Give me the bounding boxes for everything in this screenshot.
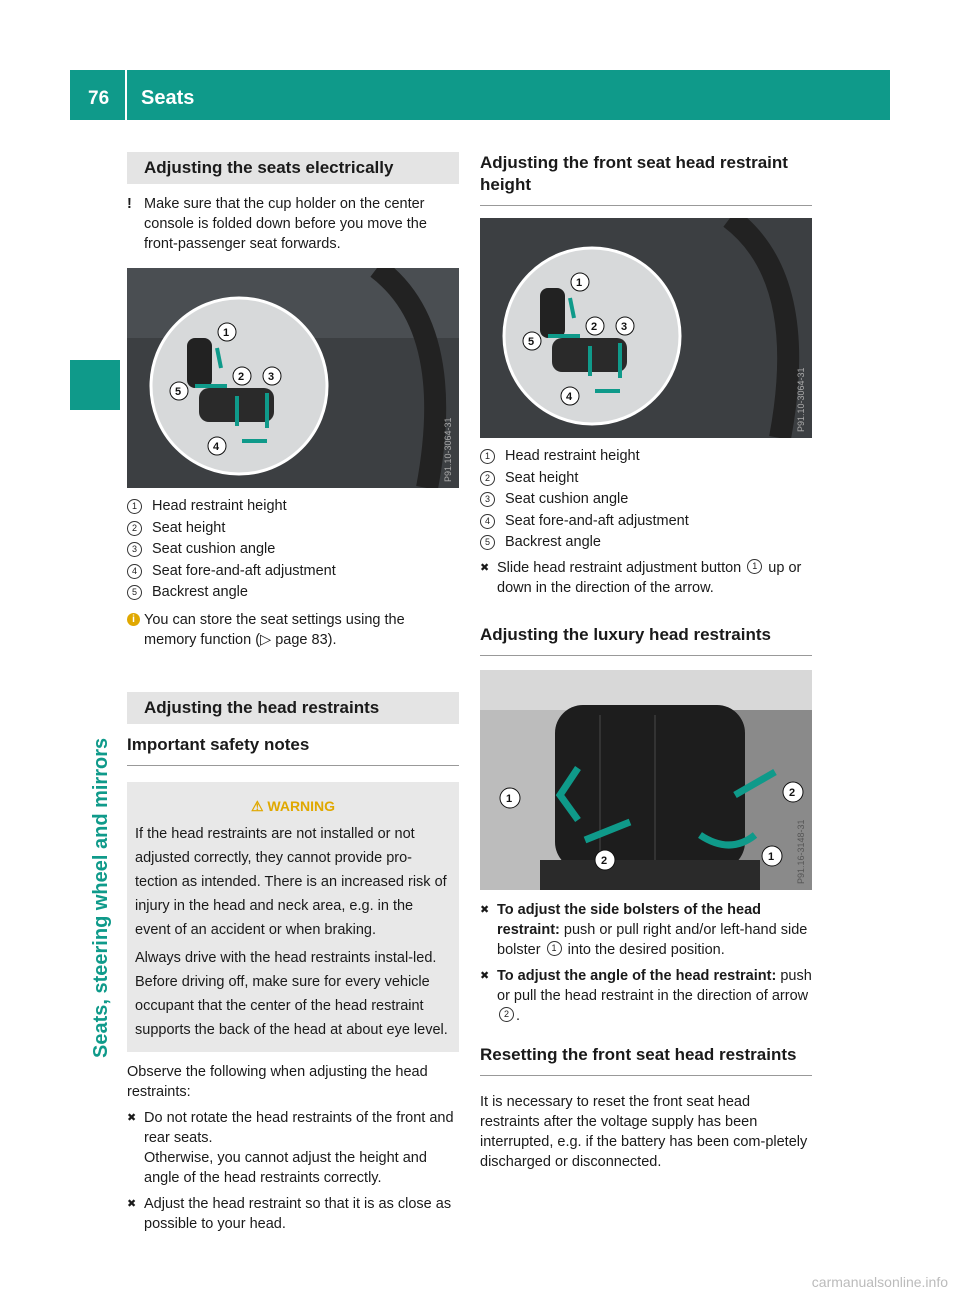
photo-code: P91.10-3064-31 [796,367,806,432]
section-title-head-height: Adjusting the front seat head restraint height [480,152,812,206]
warning-paragraph: Always drive with the head restraints instal-led. Before driving off, make sure for every vehicle occupant that the center of the head restraint supports the back of the head at about eye level. [135,950,448,1038]
svg-text:1: 1 [576,277,583,289]
svg-text:2: 2 [601,855,608,867]
warning-box [127,782,459,1052]
head-legend [480,446,812,552]
bullet-arrow-icon: ✖ [480,904,490,916]
legend-item: 2 Seat height [480,468,812,488]
svg-text:2: 2 [789,787,796,799]
head-height-photo [480,218,812,438]
svg-text:5: 5 [175,386,182,398]
legend-item: 5 Backrest angle [127,582,459,602]
svg-text:2: 2 [238,371,245,383]
bullet-arrow-icon: ✖ [127,1112,137,1124]
legend-item: 4 Seat fore-and-aft adjustment [480,511,812,531]
info-note [127,610,459,650]
info-icon: i [127,613,140,626]
side-tab-label: Seats, steering wheel and mirrors [90,737,112,1058]
svg-text:1: 1 [223,327,230,339]
svg-text:5: 5 [528,336,535,348]
watermark: carmanualsonline.info [811,1274,948,1290]
warning-icon: ⚠ [250,798,268,814]
bullet-arrow-icon: ✖ [127,1198,137,1210]
luxury-head-illustration [480,670,812,890]
section-title-seats-electric: Adjusting the seats electrically [127,152,459,184]
bullet-arrow-icon: ✖ [480,562,490,574]
legend-item: 5 Backrest angle [480,532,812,552]
observe-text: Observe the following when adjusting the head restraints: [127,1064,428,1100]
right-column [480,152,812,1172]
info-text: You can store the seat settings using the memory function (▷ page 83). [144,612,405,648]
svg-text:3: 3 [621,321,628,333]
photo-code: P91.16-3148-31 [796,819,806,884]
header-title: Seats [141,87,195,109]
svg-text:4: 4 [566,391,573,403]
notice [127,194,459,254]
warning-title: ⚠ WARNING [250,798,336,814]
section-title-luxury: Adjusting the luxury head restraints [480,624,812,656]
section-title-head-restraints: Adjusting the head restraints [127,692,459,724]
legend-item: 3 Seat cushion angle [480,489,812,509]
side-tab-block [70,360,120,410]
bullet-item: ✖ To adjust the side bolsters of the head restraint: push or pull right and/or left-hand side bolster 1 into the desired position. [480,902,808,958]
bullet-item: ✖ To adjust the angle of the head restraint: push or pull the head restraint in the direction of arrow 2 . [480,968,812,1024]
legend-item: 2 Seat height [127,518,459,538]
svg-text:3: 3 [268,371,275,383]
legend-item: 1 Head restraint height [127,496,459,516]
bullet-item: ✖ Slide head restraint adjustment button 1 up or down in the direction of the arrow. [480,560,802,596]
head-height-illustration [480,218,812,438]
legend-item: 4 Seat fore-and-aft adjustment [127,561,459,581]
photo-code: P91.10-3064-31 [443,417,453,482]
header-divider [125,70,127,120]
notice-text: Make sure that the cup holder on the center console is folded down before you move the front-passenger seat forwards. [144,196,427,252]
page-number: 76 [88,88,110,109]
subsection-title-safety: Important safety notes [127,734,459,766]
svg-text:4: 4 [213,441,220,453]
svg-text:1: 1 [506,793,513,805]
legend-item: 1 Head restraint height [480,446,812,466]
notice-icon: ! [127,196,132,212]
svg-text:1: 1 [768,851,775,863]
left-column [127,152,459,1234]
section-title-reset: Resetting the front seat head restraints [480,1044,812,1076]
legend-item: 3 Seat cushion angle [127,539,459,559]
seat-legend [127,496,459,602]
seat-controls-illustration [127,268,459,488]
reset-text: It is necessary to reset the front seat head restraints after the voltage supply has been interrupted, e.g. if the battery has been com-pletely discharged or disconnected. [480,1094,808,1170]
svg-text:2: 2 [591,321,598,333]
seat-controls-photo [127,268,459,488]
bullet-item: ✖ Do not rotate the head restraints of the front and rear seats. Otherwise, you cannot adjust the height and angle of the head restraints correctly. [127,1110,454,1186]
warning-paragraph: If the head restraints are not installed or not adjusted correctly, they cannot provide pro-tection as intended. There is an increased risk of injury in the head and neck area, e.g. in the event of an accident or when braking. [135,826,447,938]
bullet-arrow-icon: ✖ [480,970,490,982]
bullet-item: ✖ Adjust the head restraint so that it is as close as possible to your head. [127,1196,452,1232]
luxury-head-photo [480,670,812,890]
